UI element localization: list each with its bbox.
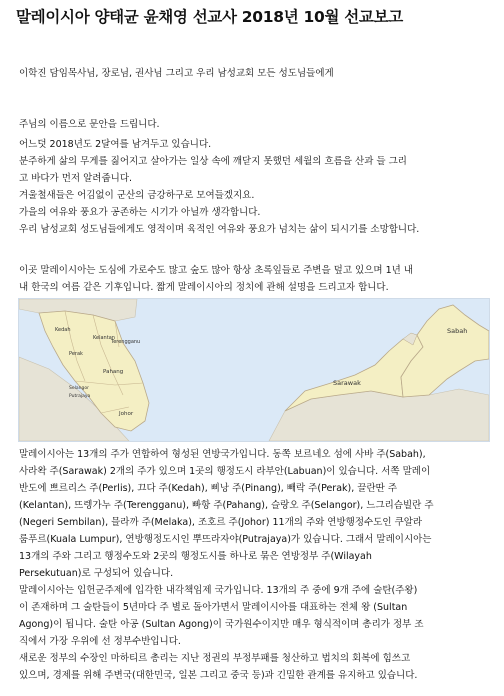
intro-line: 가을의 여유와 풍요가 공존하는 시기가 아닐까 생각합니다. — [19, 207, 261, 218]
salutation-text: 주님의 이름으로 문안을 드립니다. — [19, 119, 160, 130]
intro-line: 우리 남성교회 성도님들에게도 영적이며 육적인 여유와 풍요가 넘치는 삶이 되시기를 소망합니다. — [19, 224, 420, 235]
politics-line: 룸푸르(Kuala Lumpur), 연방행정도시인 뿌뜨라자야(Putrajaya)가 있습니다. 그래서 말레이시아는 — [19, 534, 432, 545]
map-label-terengganu: Terengganu — [111, 339, 141, 345]
map-label-putrajaya: Putrajaya — [69, 394, 91, 399]
politics-line: (Negeri Sembilan), 믈라까 주(Melaka), 조호르 주(Johor) 11개의 주와 연방행정수도인 쿠알라 — [19, 517, 423, 528]
politics-line: (Kelantan), 뜨렝가누 주(Terengganu), 빠항 주(Pahang), 슬랑오 주(Selangor), 느그리슴빌란 주 — [19, 500, 434, 511]
intro-line: 분주하게 삶의 무게를 짊어지고 살아가는 일상 속에 깨닫지 못했던 세월의 흐름을 산과 들 그리 — [19, 156, 407, 167]
map-label-pahang: Pahang — [103, 369, 124, 375]
intro-line: 겨울철새들은 어김없이 군산의 금강하구로 모여들겠지요. — [19, 190, 255, 201]
politics-line: Persekutuan)로 구성되어 있습니다. — [19, 568, 174, 579]
climate-line: 이곳 말레이시아는 도심에 가로수도 많고 숲도 많아 항상 초록잎들로 주변을 덮고 있으며 1년 내 — [19, 265, 414, 276]
climate-paragraph — [19, 262, 489, 296]
politics-line: 13개의 주와 그리고 행정수도와 2곳의 행정도시를 하나로 묶은 연방정부 주(Wilayah — [19, 551, 372, 562]
greeting-line: 이학진 담임목사님, 장로님, 권사님 그리고 우리 남성교회 모든 성도님들에게 — [19, 68, 334, 79]
intro-paragraph — [19, 136, 489, 238]
map-label-kedah: Kedah — [55, 327, 71, 333]
page-title: 말레이시아 양태균 윤채영 선교사 2018년 10월 선교보고 — [16, 8, 403, 26]
climate-line: 내 한국의 여름 같은 기후입니다. 짧게 말레이시아의 정치에 관해 설명을 드리고자 합니다. — [19, 282, 389, 293]
politics-line: 이 존재하며 그 술탄들이 5년마다 주 별로 돌아가면서 말레이시아를 대표하는 전체 왕 (Sultan — [19, 602, 408, 613]
malaysia-map — [18, 298, 490, 442]
politics-line: 새로운 정부의 수장인 마하티르 총리는 지난 정권의 부정부패를 청산하고 법치의 회복에 힘쓰고 — [19, 653, 411, 664]
map-label-kelantan: Kelantan — [93, 335, 115, 341]
politics-line: Agong)이 됩니다. 술탄 아공 (Sultan Agong)이 국가원수이지만 매우 형식적이며 총리가 정부 조 — [19, 619, 424, 630]
politics-line: 있으며, 경제를 위해 주변국(대한민국, 일본 그리고 중국 등)과 긴밀한 관계를 유지하고 있습니다. — [19, 670, 418, 681]
salutation — [19, 116, 489, 133]
politics-line: 직에서 가장 우위에 선 정부수반입니다. — [19, 636, 181, 647]
map-label-johor: Johor — [119, 411, 134, 417]
politics-line: 반도에 쁘르리스 주(Perlis), 끄다 주(Kedah), 삐낭 주(Pinang), 빼락 주(Perak), 끌란딴 주 — [19, 483, 398, 494]
politics-paragraph — [19, 446, 489, 684]
malaysia-map-graphic — [19, 299, 489, 441]
politics-line: 말레이시아는 13개의 주가 연합하여 형성된 연방국가입니다. 동쪽 보르네오 섬에 사바 주(Sabah), — [19, 449, 426, 460]
intro-line: 고 바다가 먼저 알려줍니다. — [19, 173, 133, 184]
map-label-selangor: Selangor — [69, 386, 89, 391]
map-label-perak: Perak — [69, 351, 83, 357]
map-label-sarawak: Sarawak — [333, 379, 361, 387]
politics-line: 사라왁 주(Sarawak) 2개의 주가 있으며 1곳의 행정도시 라부안(Labuan)이 있습니다. 서쪽 말레이 — [19, 466, 431, 477]
intro-line: 어느덧 2018년도 2달여를 남겨두고 있습니다. — [19, 139, 212, 150]
politics-line: 말레이시아는 입헌군주제에 입각한 내각책임제 국가입니다. 13개의 주 중에 9개 주에 술탄(주왕) — [19, 585, 418, 596]
map-label-sabah: Sabah — [447, 327, 468, 335]
